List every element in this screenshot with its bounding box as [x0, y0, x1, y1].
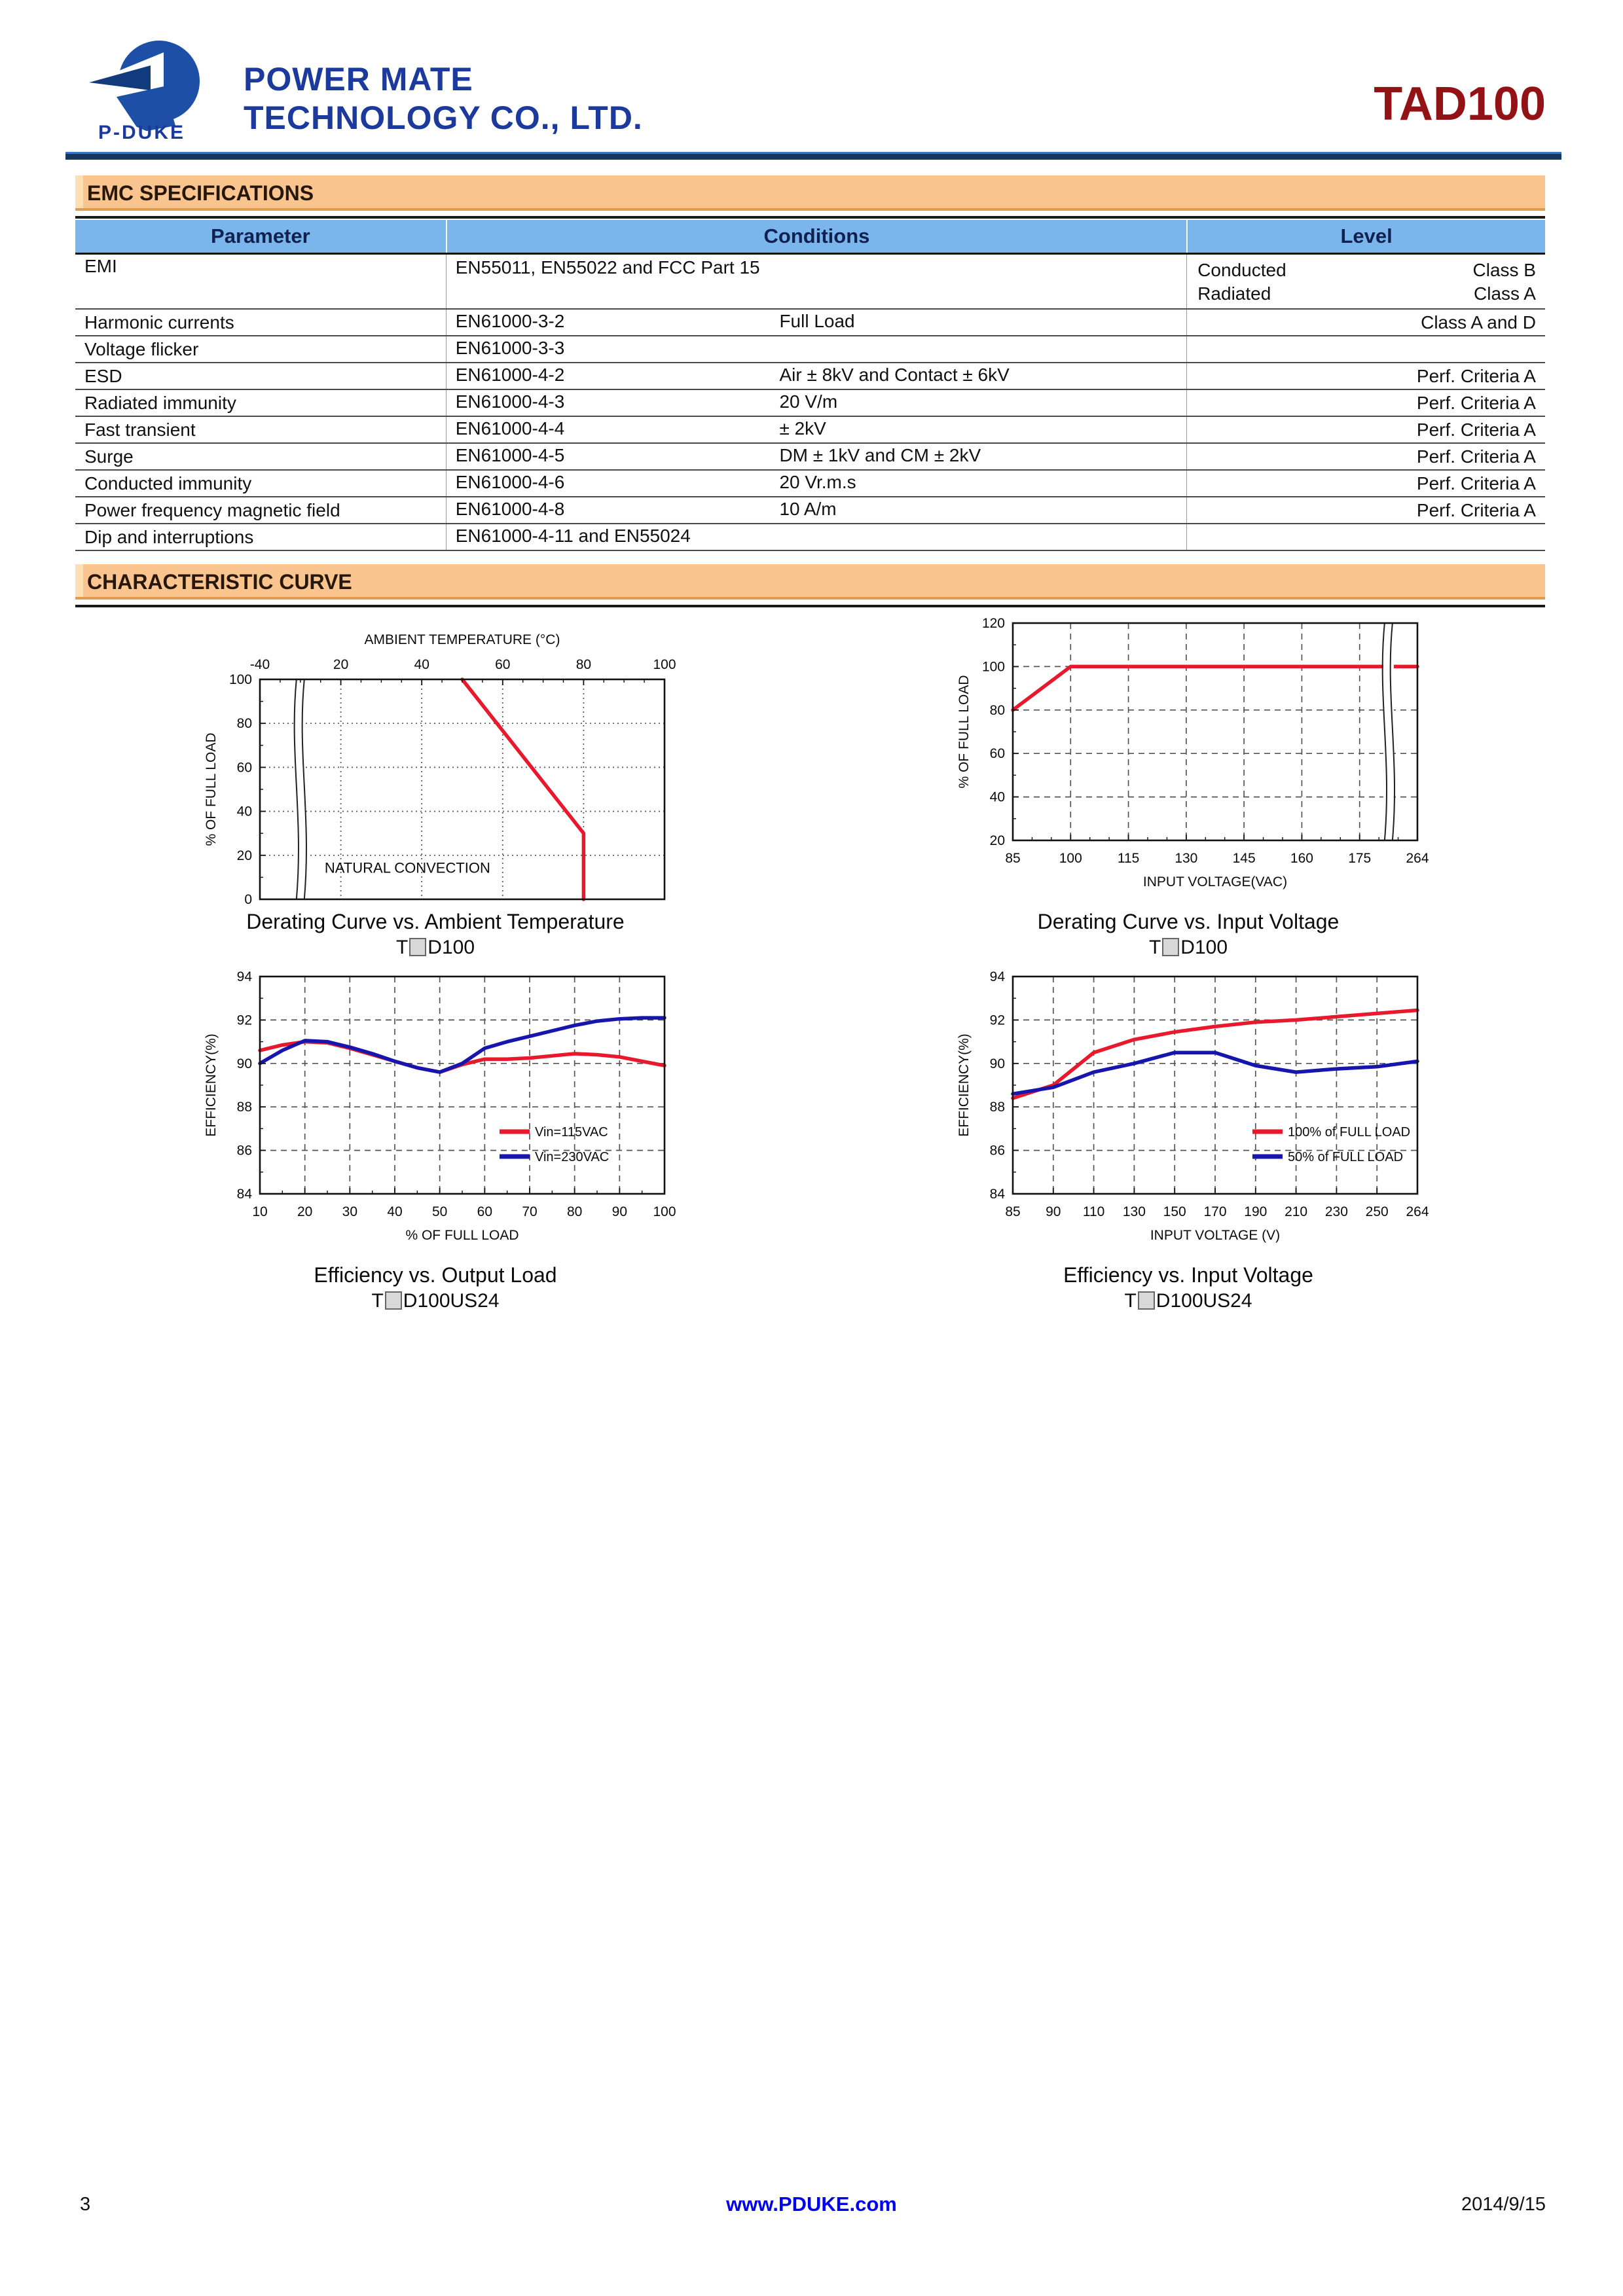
condition-detail: Full Load [779, 311, 855, 331]
svg-text:110: 110 [1082, 1204, 1105, 1219]
condition-cell [446, 363, 1186, 389]
model-suffix: D100 [428, 937, 475, 958]
footer-date: 2014/9/15 [1461, 2194, 1546, 2215]
svg-text:84: 84 [989, 1187, 1005, 1202]
level-pair [1187, 282, 1545, 306]
svg-text:40: 40 [236, 804, 252, 819]
svg-text:0: 0 [244, 892, 252, 907]
param-cell: Voltage flicker [84, 338, 199, 359]
param-cell: Surge [84, 446, 134, 467]
chart-model-label [939, 1290, 1437, 1312]
svg-text:60: 60 [495, 657, 511, 672]
condition-code: EN61000-3-3 [455, 338, 565, 358]
svg-text:230: 230 [1324, 1204, 1348, 1219]
level-pair [1187, 259, 1545, 282]
param-cell: ESD [84, 365, 122, 386]
table-header-cell: Parameter [211, 224, 310, 247]
svg-text:92: 92 [236, 1013, 252, 1028]
chart-efficiency-vs-input-voltage [939, 967, 1437, 1312]
condition-cell [446, 497, 1186, 523]
svg-text:94: 94 [989, 969, 1005, 984]
condition-cell [446, 471, 1186, 496]
svg-text:88: 88 [236, 1100, 252, 1115]
header-divider [65, 152, 1561, 160]
condition-code: EN61000-4-8 [455, 499, 565, 519]
level-cell [1186, 390, 1545, 416]
svg-text:100% of FULL LOAD: 100% of FULL LOAD [1288, 1125, 1411, 1139]
model-suffix: D100US24 [403, 1290, 500, 1312]
model-suffix: D100US24 [1156, 1290, 1252, 1312]
svg-text:60: 60 [477, 1204, 493, 1219]
condition-cell [446, 390, 1186, 416]
company-name-line2: TECHNOLOGY CO., LTD. [244, 99, 643, 136]
model-placeholder-box [1138, 1291, 1155, 1310]
svg-text:150: 150 [1163, 1204, 1186, 1219]
svg-text:100: 100 [981, 659, 1005, 675]
chart-title: Derating Curve vs. Input Voltage [1037, 910, 1340, 933]
svg-text:20: 20 [236, 848, 252, 863]
level-cell [1186, 417, 1545, 442]
table-header-cell: Level [1186, 220, 1545, 253]
condition-cell [446, 255, 1186, 308]
chart-canvas [187, 967, 684, 1262]
model-prefix: T [371, 1290, 384, 1312]
level-value: Perf. Criteria A [1416, 473, 1536, 493]
svg-text:90: 90 [1046, 1204, 1061, 1219]
table-row [75, 390, 1545, 417]
svg-text:210: 210 [1285, 1204, 1308, 1219]
level-cell [1186, 497, 1545, 523]
svg-text:100: 100 [653, 657, 676, 672]
level-cell [1186, 524, 1545, 550]
chart-model-label [939, 937, 1437, 959]
svg-text:85: 85 [1005, 1204, 1021, 1219]
chart-title: Efficiency vs. Output Load [314, 1263, 557, 1287]
table-row [75, 310, 1545, 336]
level-value: Perf. Criteria A [1416, 419, 1536, 440]
condition-detail: 10 A/m [779, 499, 837, 519]
model-placeholder-box [409, 938, 426, 956]
level-value: Class A and D [1421, 312, 1536, 332]
svg-text:Vin=230VAC: Vin=230VAC [535, 1150, 610, 1164]
svg-text:86: 86 [236, 1143, 252, 1158]
svg-text:20: 20 [297, 1204, 313, 1219]
svg-text:80: 80 [575, 657, 592, 672]
condition-detail: 20 Vr.m.s [779, 472, 856, 492]
svg-text:10: 10 [252, 1204, 268, 1219]
level-cell [1186, 310, 1545, 335]
svg-text:90: 90 [611, 1204, 628, 1219]
svg-text:130: 130 [1175, 851, 1198, 866]
param-cell: Dip and interruptions [84, 526, 254, 547]
condition-code: EN55011, EN55022 and FCC Part 15 [455, 257, 760, 278]
svg-text:40: 40 [414, 657, 429, 672]
table-row [75, 444, 1545, 471]
svg-text:115: 115 [1117, 851, 1140, 866]
model-placeholder-box [385, 1291, 402, 1310]
chart-derating-vs-input-voltage [939, 614, 1437, 959]
svg-text:264: 264 [1406, 851, 1429, 866]
svg-text:145: 145 [1232, 851, 1256, 866]
table-row [75, 336, 1545, 363]
section-title-curves: CHARACTERISTIC CURVE [75, 564, 1545, 600]
chart-derating-vs-ambient-temperature [187, 614, 684, 959]
svg-text:40: 40 [989, 789, 1005, 805]
param-cell: Power frequency magnetic field [84, 499, 340, 520]
level-cell [1186, 471, 1545, 496]
svg-text:175: 175 [1348, 851, 1372, 866]
svg-text:92: 92 [989, 1013, 1005, 1028]
chart-model-label [187, 937, 684, 959]
condition-code: EN61000-3-2 [455, 311, 565, 331]
svg-text:170: 170 [1203, 1204, 1227, 1219]
svg-text:120: 120 [981, 616, 1005, 631]
svg-text:100: 100 [1059, 851, 1082, 866]
chart-efficiency-vs-output-load [187, 967, 684, 1312]
logo-caption: P-DUKE [98, 122, 186, 143]
model-prefix: T [1124, 1290, 1137, 1312]
company-name-line1: POWER MATE [244, 61, 473, 98]
svg-text:% OF FULL LOAD: % OF FULL LOAD [405, 1228, 519, 1243]
level-pair-label: Radiated [1197, 283, 1271, 304]
svg-text:80: 80 [566, 1204, 583, 1219]
condition-detail: Air ± 8kV and Contact ± 6kV [779, 365, 1010, 385]
svg-text:90: 90 [989, 1056, 1005, 1071]
condition-detail: ± 2kV [779, 418, 826, 439]
svg-text:160: 160 [1290, 851, 1313, 866]
chart-canvas [187, 614, 684, 908]
level-value: Perf. Criteria A [1416, 365, 1536, 386]
condition-code: EN61000-4-3 [455, 391, 565, 412]
svg-text:130: 130 [1122, 1204, 1146, 1219]
svg-text:50: 50 [431, 1204, 448, 1219]
svg-text:70: 70 [522, 1204, 538, 1219]
condition-code: EN61000-4-6 [455, 472, 565, 492]
level-pair-label: Conducted [1197, 260, 1286, 280]
condition-detail: DM ± 1kV and CM ± 2kV [779, 445, 981, 465]
level-value: Perf. Criteria A [1416, 446, 1536, 467]
condition-code: EN61000-4-4 [455, 418, 565, 439]
svg-text:80: 80 [236, 716, 252, 732]
chart-canvas [939, 967, 1437, 1262]
condition-detail: 20 V/m [779, 391, 838, 412]
condition-code: EN61000-4-11 and EN55024 [455, 526, 691, 546]
company-name [244, 60, 643, 137]
svg-text:80: 80 [989, 702, 1005, 718]
svg-text:20: 20 [333, 657, 349, 672]
condition-cell [446, 524, 1186, 550]
footer-website-link[interactable]: www.PDUKE.com [726, 2193, 897, 2215]
param-cell: EMI [84, 256, 117, 276]
condition-cell [446, 336, 1186, 362]
svg-text:INPUT VOLTAGE(VAC): INPUT VOLTAGE(VAC) [1142, 874, 1288, 889]
table-row [75, 471, 1545, 497]
section-title-emc: EMC SPECIFICATIONS [75, 175, 1545, 211]
condition-cell [446, 310, 1186, 335]
level-cell [1186, 363, 1545, 389]
svg-text:INPUT VOLTAGE (V): INPUT VOLTAGE (V) [1150, 1228, 1281, 1243]
table-row [75, 255, 1545, 310]
condition-cell [446, 417, 1186, 442]
level-pair-value: Class A [1474, 283, 1536, 304]
svg-text:264: 264 [1406, 1204, 1429, 1219]
level-value: Perf. Criteria A [1416, 499, 1536, 520]
product-model-title: TAD100 [1374, 78, 1546, 130]
param-cell: Conducted immunity [84, 473, 252, 493]
table-row [75, 524, 1545, 551]
param-cell: Harmonic currents [84, 312, 234, 332]
condition-detail [779, 257, 1186, 307]
table-header-cell: Conditions [446, 220, 1186, 253]
condition-code: EN61000-4-5 [455, 445, 565, 465]
condition-detail [779, 526, 1186, 548]
svg-text:60: 60 [989, 746, 1005, 762]
svg-text:EFFICIENCY(%): EFFICIENCY(%) [957, 1033, 972, 1137]
model-suffix: D100 [1180, 937, 1228, 958]
svg-text:NATURAL CONVECTION: NATURAL CONVECTION [324, 859, 490, 876]
svg-text:60: 60 [236, 760, 252, 776]
svg-text:88: 88 [989, 1100, 1005, 1115]
svg-text:Vin=115VAC: Vin=115VAC [535, 1125, 608, 1139]
svg-text:40: 40 [387, 1204, 403, 1219]
level-cell [1186, 336, 1545, 362]
emc-spec-table [75, 220, 1545, 551]
svg-text:90: 90 [236, 1056, 252, 1071]
model-placeholder-box [1162, 938, 1179, 956]
chart-title: Derating Curve vs. Ambient Temperature [246, 910, 625, 933]
svg-text:50% of FULL LOAD: 50% of FULL LOAD [1288, 1150, 1404, 1164]
table-header-row [75, 220, 1545, 255]
svg-text:94: 94 [236, 969, 252, 984]
condition-code: EN61000-4-2 [455, 365, 565, 385]
curves-divider [75, 605, 1545, 607]
page-number: 3 [80, 2194, 91, 2215]
level-pair-value: Class B [1472, 260, 1536, 280]
svg-text:20: 20 [989, 833, 1005, 848]
svg-text:-40: -40 [249, 657, 270, 672]
chart-title: Efficiency vs. Input Voltage [1063, 1263, 1313, 1287]
table-row [75, 497, 1545, 524]
svg-text:190: 190 [1244, 1204, 1267, 1219]
svg-text:100: 100 [228, 672, 252, 687]
svg-text:% OF FULL LOAD: % OF FULL LOAD [957, 675, 972, 789]
model-prefix: T [395, 937, 409, 958]
level-value: Perf. Criteria A [1416, 392, 1536, 413]
model-prefix: T [1148, 937, 1161, 958]
table-row [75, 417, 1545, 444]
svg-text:30: 30 [342, 1204, 358, 1219]
emc-divider [75, 216, 1545, 219]
table-row [75, 363, 1545, 390]
condition-detail [779, 338, 1186, 361]
condition-cell [446, 444, 1186, 469]
svg-text:100: 100 [653, 1204, 676, 1219]
svg-text:86: 86 [989, 1143, 1005, 1158]
param-cell: Radiated immunity [84, 392, 236, 413]
svg-text:% OF FULL LOAD: % OF FULL LOAD [204, 732, 219, 846]
param-cell: Fast transient [84, 419, 196, 440]
svg-text:AMBIENT TEMPERATURE (°C): AMBIENT TEMPERATURE (°C) [364, 632, 560, 647]
svg-text:84: 84 [236, 1187, 252, 1202]
svg-text:250: 250 [1365, 1204, 1389, 1219]
level-cell [1186, 255, 1545, 308]
chart-model-label [187, 1290, 684, 1312]
svg-text:85: 85 [1005, 851, 1021, 866]
level-cell [1186, 444, 1545, 469]
svg-text:EFFICIENCY(%): EFFICIENCY(%) [204, 1033, 219, 1137]
chart-canvas [939, 614, 1437, 908]
